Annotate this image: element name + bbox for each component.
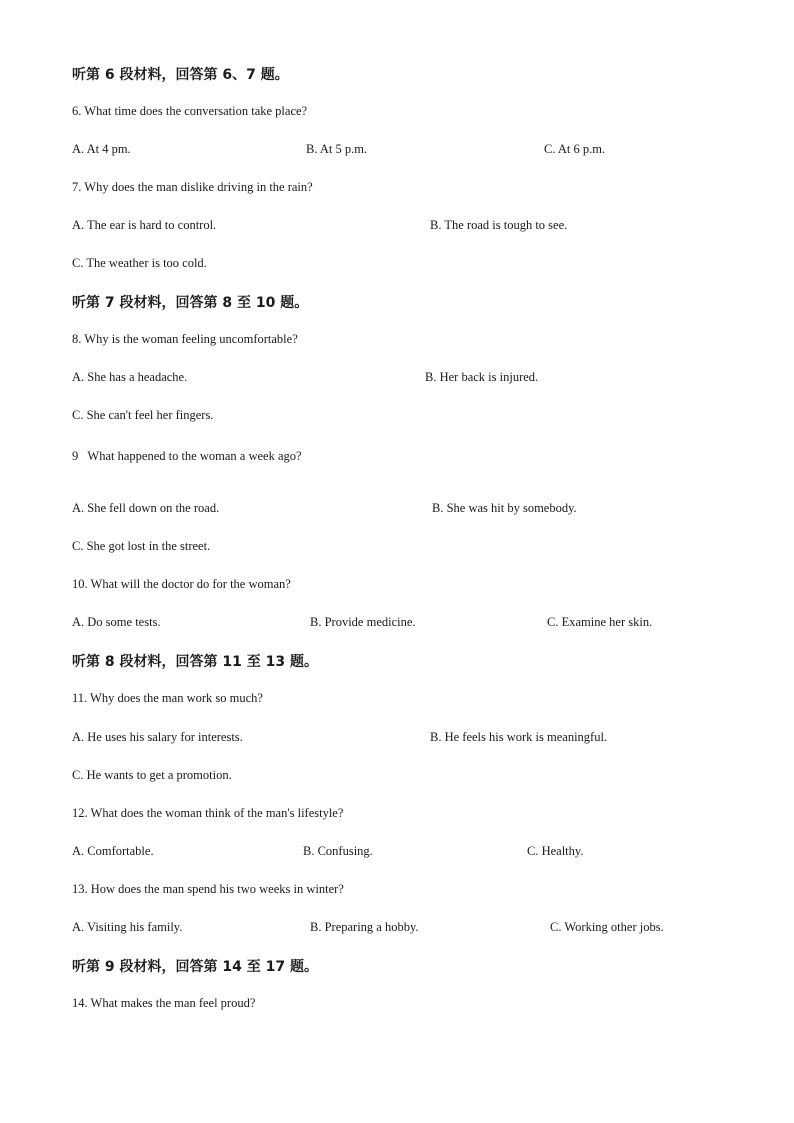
q7-option-a: A. The ear is hard to control. <box>72 218 217 232</box>
q10-option-c: C. Examine her skin. <box>547 615 653 629</box>
q12-option-a: A. Comfortable. <box>72 844 154 858</box>
q12-option-c: C. Healthy. <box>527 844 584 858</box>
q11-option-c: C. He wants to get a promotion. <box>72 768 232 782</box>
q6-option-a: A. At 4 pm. <box>72 142 131 156</box>
question-12-stem: 12. What does the woman think of the man's lifestyle? <box>72 806 344 820</box>
q7-option-c: C. The weather is too cold. <box>72 256 207 270</box>
q9-option-c: C. She got lost in the street. <box>72 539 211 553</box>
q8-option-c: C. She can't feel her fingers. <box>72 408 214 422</box>
q11-option-a: A. He uses his salary for interests. <box>72 730 243 744</box>
q12-option-b: B. Confusing. <box>303 844 373 858</box>
q7-option-b: B. The road is tough to see. <box>430 218 568 232</box>
question-7-stem: 7. Why does the man dislike driving in the rain? <box>72 180 313 194</box>
section-heading-8: 听第 8 段材料，回答第 11 至 13 题。 <box>72 654 318 670</box>
q13-option-a: A. Visiting his family. <box>72 920 183 934</box>
question-6-stem: 6. What time does the conversation take place? <box>72 104 308 118</box>
q8-option-a: A. She has a headache. <box>72 370 188 384</box>
question-13-stem: 13. How does the man spend his two weeks in winter? <box>72 882 344 896</box>
question-14-stem: 14. What makes the man feel proud? <box>72 996 256 1010</box>
question-10-stem: 10. What will the doctor do for the woman? <box>72 577 291 591</box>
q8-option-b: B. Her back is injured. <box>425 370 539 384</box>
q9-option-b: B. She was hit by somebody. <box>432 501 577 515</box>
section-heading-9: 听第 9 段材料，回答第 14 至 17 题。 <box>72 959 318 975</box>
question-8-stem: 8. Why is the woman feeling uncomfortable? <box>72 332 298 346</box>
question-9-stem: 9 What happened to the woman a week ago? <box>72 449 302 463</box>
section-heading-6: 听第 6 段材料，回答第 6、7 题。 <box>72 67 289 83</box>
q10-option-b: B. Provide medicine. <box>310 615 416 629</box>
q11-option-b: B. He feels his work is meaningful. <box>430 730 608 744</box>
q6-option-b: B. At 5 p.m. <box>306 142 368 156</box>
q13-option-c: C. Working other jobs. <box>550 920 664 934</box>
section-heading-7: 听第 7 段材料，回答第 8 至 10 题。 <box>72 295 309 311</box>
q10-option-a: A. Do some tests. <box>72 615 161 629</box>
q6-option-c: C. At 6 p.m. <box>544 142 606 156</box>
q9-option-a: A. She fell down on the road. <box>72 501 220 515</box>
question-11-stem: 11. Why does the man work so much? <box>72 691 263 705</box>
q13-option-b: B. Preparing a hobby. <box>310 920 419 934</box>
